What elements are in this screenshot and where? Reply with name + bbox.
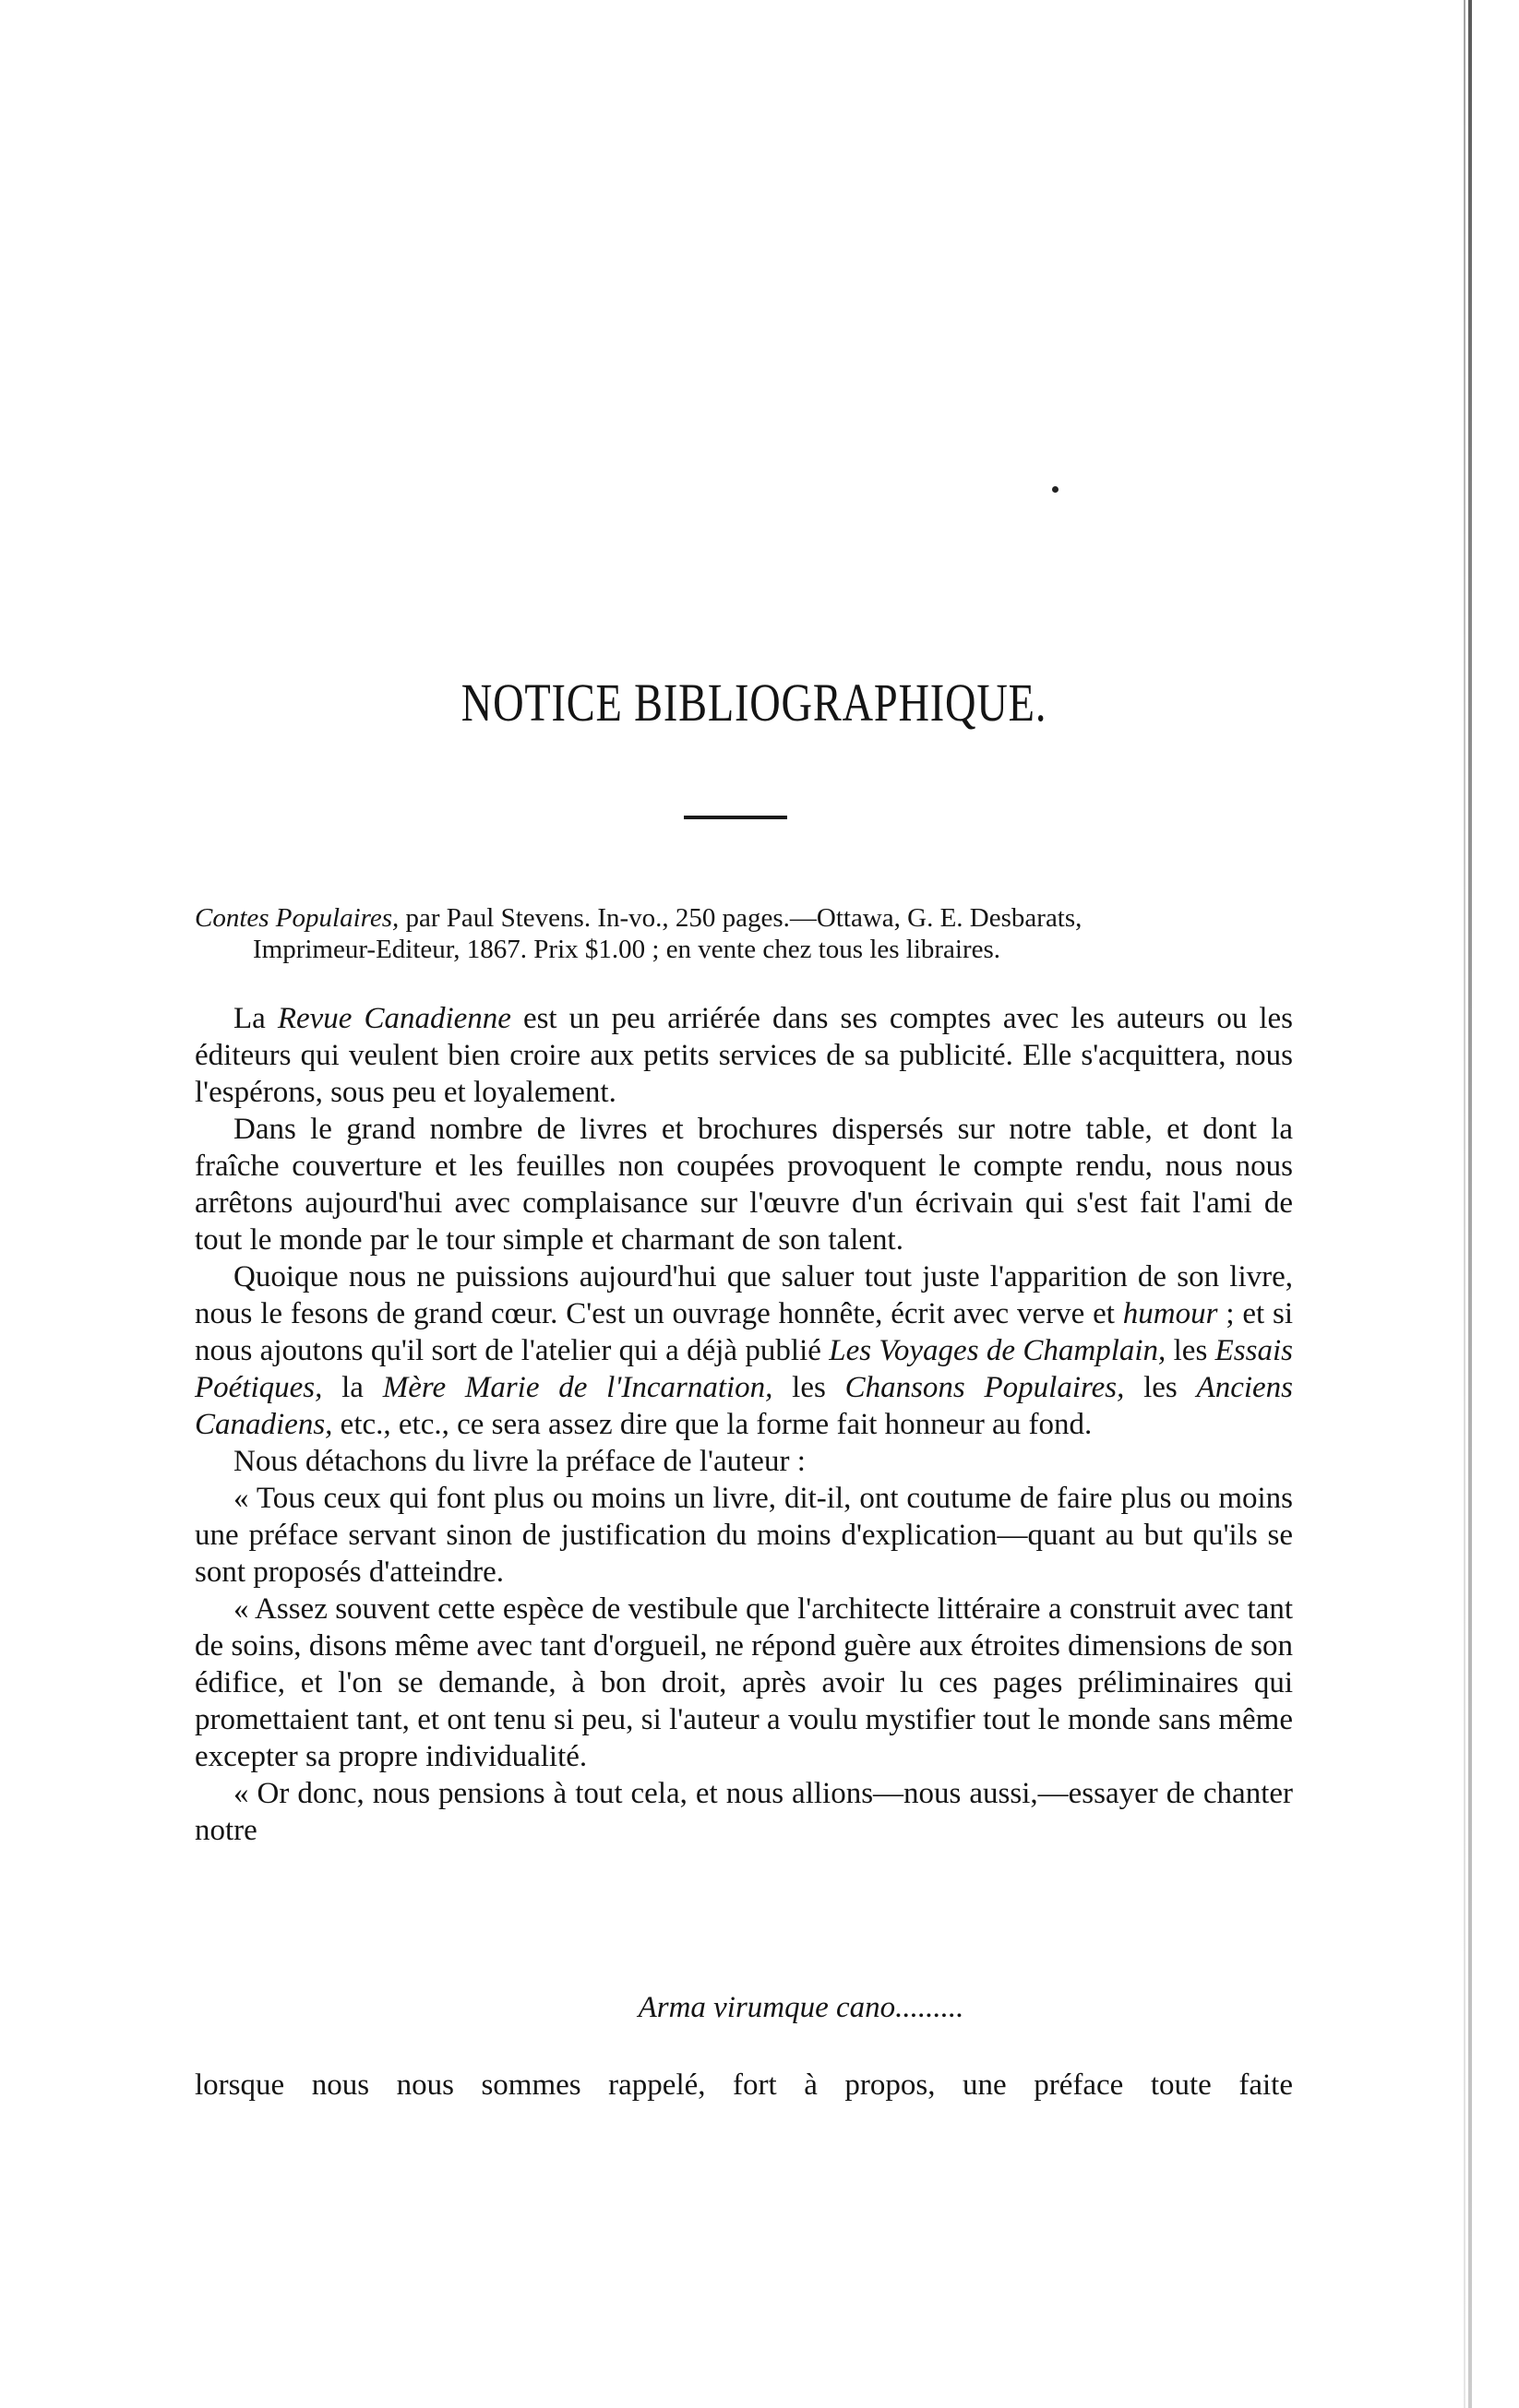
text-run: est un peu arriérée dans ses comptes avec les auteurs ou les éditeurs qui veulent bien croire aux petits services de sa publicité. Elle s'acquittera, nous l'espérons, sous peu et loyalement.: [195, 1002, 1293, 1109]
book-citation: [195, 902, 1330, 965]
text-run: les: [772, 1371, 845, 1404]
text-run: les: [1124, 1371, 1197, 1404]
text-run: la: [322, 1371, 383, 1404]
italic-word: humour: [1122, 1297, 1218, 1330]
text-run: les: [1166, 1334, 1215, 1367]
paragraph-7: « Or donc, nous pensions à tout cela, et nous allions—nous aussi,—essayer de chanter notre: [195, 1777, 1293, 1847]
text-run: ; et si nous ajoutons qu'il sort de l'atelier qui a déjà publié: [195, 1297, 1294, 1367]
italic-title: Chansons Populaires,: [844, 1371, 1125, 1404]
citation-book-title: Contes Populaires,: [195, 903, 400, 933]
verse-quote: [0, 1991, 1519, 2025]
title-rule: [684, 816, 787, 819]
citation-line-2: Imprimeur-Editeur, 1867. Prix $1.00 ; en vente chez tous les libraires.: [253, 935, 1001, 964]
page-edge-shadow: [1464, 0, 1465, 2408]
paragraph-6: « Assez souvent cette espèce de vestibule que l'architecte littéraire a construit avec tant de soins, disons même avec tant d'orgueil, ne répond guère aux étroites dimensions de son édifice, et l'on se demande, à bon droit, après avoir lu ces pages préliminaires qui promettaient tant, et ont tenu si peu, si l'auteur a voulu mystifier tout le monde sans même excepter sa propre individualité.: [195, 1592, 1293, 1773]
text-run: Quoique nous ne puissions aujourd'hui que saluer tout juste l'apparition de son livre, nous le fesons de grand cœur. C'est un ouvrage honnête, écrit avec verve et: [195, 1260, 1293, 1330]
citation-line-1: [195, 902, 1330, 934]
paragraph-1: [195, 1000, 1293, 1111]
italic-title: Essais Poétiques,: [195, 1334, 1293, 1404]
paragraph-2: Dans le grand nombre de livres et brochures dispersés sur notre table, et dont la fraîche couverture et les feuilles non coupées provoquent le compte rendu, nous nous arrêtons aujourd'hui avec complaisance sur l'œuvre d'un écrivain qui s'est fait l'ami de tout le monde par le tour simple et charmant de son talent.: [195, 1113, 1293, 1257]
paragraph-5: « Tous ceux qui font plus ou moins un livre, dit-il, ont coutume de faire plus ou moins une préface servant sinon de justification du moins d'explication—quant au but qu'ils se sont proposés d'atteindre.: [195, 1482, 1293, 1589]
verse-text: Arma virumque cano.........: [638, 1991, 964, 2024]
text-run: La: [233, 1002, 278, 1035]
italic-title: Anciens Canadiens,: [195, 1371, 1293, 1441]
italic-title: Les Voyages de Champlain,: [829, 1334, 1166, 1367]
article-body: [195, 1000, 1293, 1849]
ink-speck: [1052, 486, 1059, 493]
last-line: lorsque nous nous sommes rappelé, fort à propos, une préface toute faite: [195, 2068, 1293, 2102]
italic-title: Revue Canadienne: [277, 1002, 511, 1035]
page-edge: [1468, 0, 1472, 2408]
italic-title: Mère Marie de l'Incarnation,: [382, 1371, 773, 1404]
paragraph-3: [195, 1258, 1293, 1443]
citation-line-1-text: par Paul Stevens. In-vo., 250 pages.—Ottawa, G. E. Desbarats,: [399, 903, 1082, 933]
text-run: etc., etc., ce sera assez dire que la forme fait honneur au fond.: [332, 1408, 1093, 1441]
page-title: NOTICE BIBLIOGRAPHIQUE.: [460, 673, 1047, 733]
paragraph-4: Nous détachons du livre la préface de l'auteur :: [233, 1445, 806, 1478]
